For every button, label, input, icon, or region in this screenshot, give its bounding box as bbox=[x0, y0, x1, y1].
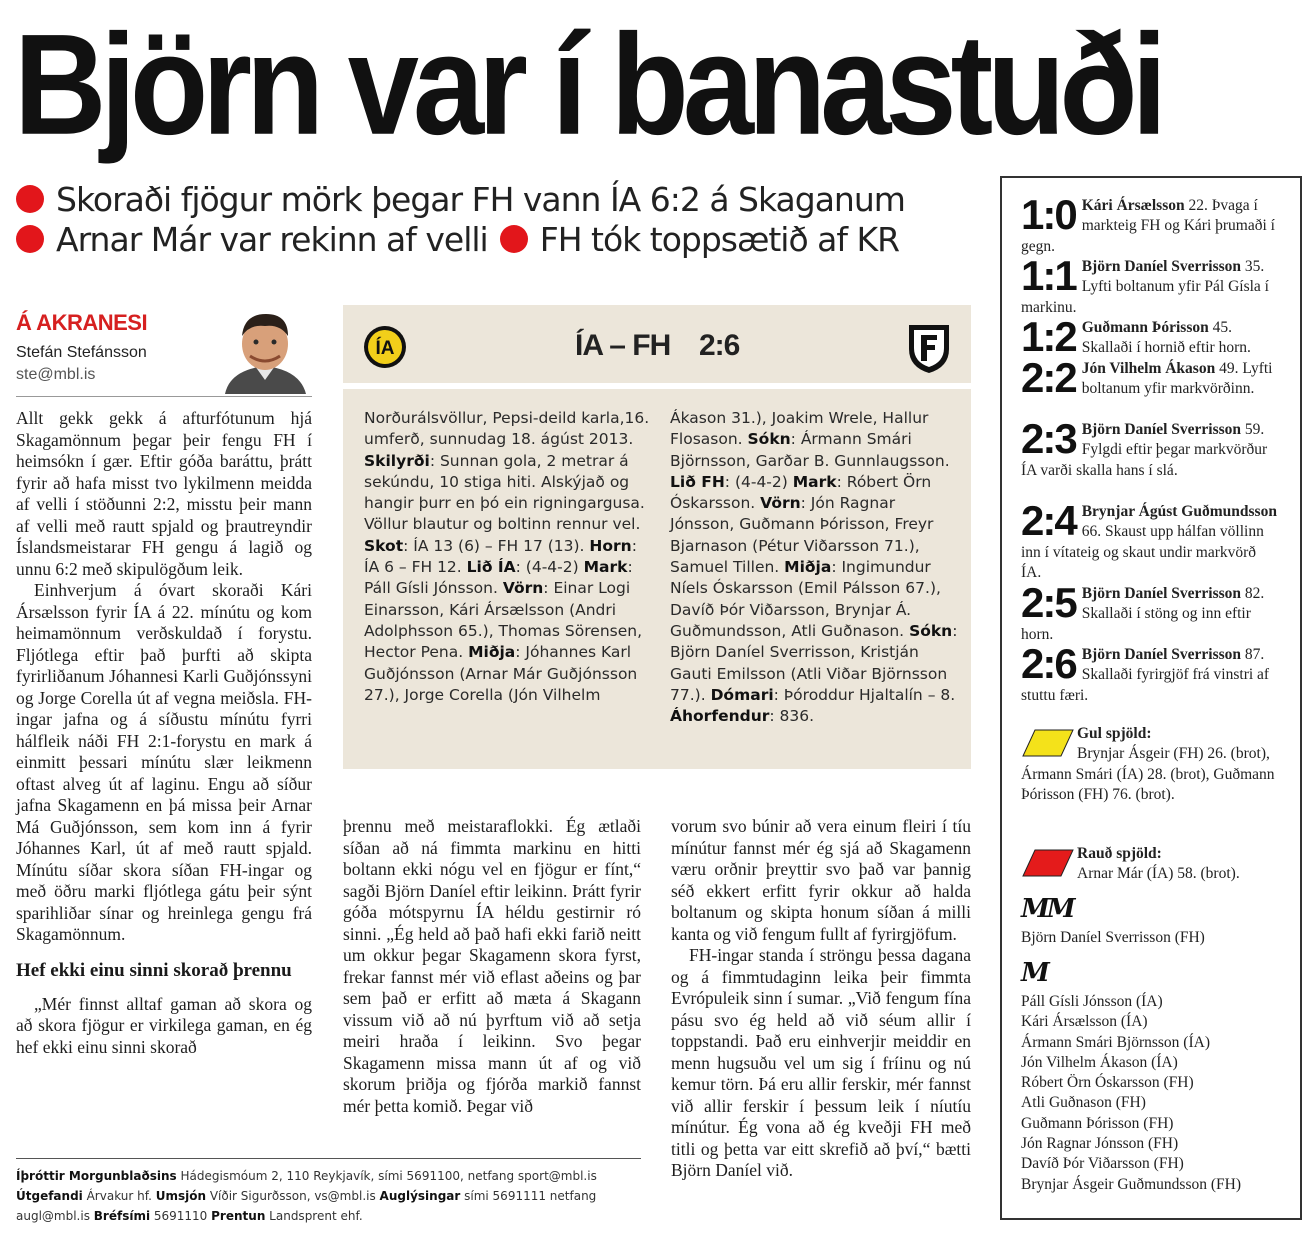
footer-label: Umsjón bbox=[155, 1189, 207, 1203]
goal-scorer: Björn Daníel Sverrisson bbox=[1081, 421, 1242, 438]
fact-key: Sókn bbox=[909, 621, 953, 640]
match-teams: ÍA – FH bbox=[575, 329, 671, 362]
article-subhead: Hef ekki einu sinni skorað þrennu bbox=[16, 959, 292, 981]
article-column-3 bbox=[671, 816, 971, 1182]
footer-imprint bbox=[16, 1166, 641, 1226]
footer-line bbox=[16, 1206, 641, 1226]
rating-m-player: Atli Guðnason (FH) bbox=[1021, 1094, 1146, 1112]
goal-scorer: Kári Ársælsson bbox=[1081, 197, 1185, 214]
fact-text: : Einar Logi Einarsson, Kári Ársælsson (Andri Adolphsson 65.), Thomas Sörensen, Hector Pena. bbox=[364, 579, 643, 662]
fact-text: : Jón Ragnar Jónsson, Guðmann Þórisson, Freyr Bjarnason (Pétur Viðarsson 71.), Samuel Tillen. bbox=[670, 494, 934, 577]
match-header bbox=[343, 305, 971, 389]
rating-mm-player: Björn Daníel Sverrisson (FH) bbox=[1021, 929, 1205, 946]
fact-key: Skilyrði bbox=[364, 451, 430, 470]
fact-key: Dómari bbox=[710, 685, 774, 704]
article-paragraph: vorum svo búnir að vera einum fleiri í tíu mínútur fannst mér ég sjá að Skagamenn væru orðnir þreyttir svo það var þannig séð ekkert erfitt fyrir okkur að halda boltanum og skipta honum síðan á milli kanta og við fengum fullt af fyrirgjöfum. bbox=[671, 816, 971, 944]
fact-text: : Þóroddur Hjaltalín – 8. bbox=[773, 685, 956, 704]
fact-text: : Jóhannes Karl Guðjónsson (Arnar Már Guðjónsson 27.), Jorge Corella (Jón Vilhelm bbox=[364, 643, 638, 704]
article-paragraph: „Mér finnst alltaf gaman að skora og að skora fjögur er virkilega gaman, en ég hef ekki einu sinni skorað bbox=[16, 993, 312, 1057]
rating-m-label: M bbox=[1021, 958, 1050, 988]
location-kicker: Á AKRANESI bbox=[16, 310, 148, 335]
fact-key: Áhorfendur bbox=[670, 707, 770, 726]
subhead-text: FH tók toppsætið af KR bbox=[539, 220, 900, 259]
subhead-text: Arnar Már var rekinn af velli bbox=[56, 220, 488, 259]
yellow-cards-text: Brynjar Ásgeir (FH) 26. (brot), Ármann Smári (ÍA) 28. (brot), Guðmann Þórisson (FH) 76. (brot). bbox=[1021, 745, 1275, 803]
fact-key: Miðja bbox=[468, 643, 516, 662]
fh-crest-icon bbox=[907, 323, 951, 375]
goal-item bbox=[1021, 257, 1279, 317]
goal-desc: 49. Lyfti boltanum yfir markvörðinn. bbox=[1081, 360, 1273, 398]
goal-score: 1:1 bbox=[1021, 257, 1076, 299]
red-cards-text: Arnar Már (ÍA) 58. (brot). bbox=[1077, 865, 1240, 883]
goal-desc: 87. Skallaði fyrirgjöf frá vinstri af stuttu færi. bbox=[1021, 646, 1270, 704]
article-paragraph: Allt gekk gekk á afturfótunum hjá Skagamönnum þegar þeir fengu FH í heimsókn í gær. Eftir góða baráttu, þrátt fyrir að hafa misst tvo lykilmenn meidda af velli í stöðunni 2:2, misstu þeir mann af velli með rautt spjald og þrautreyndir Íslandsmeistarar FH gengu á lagið og unnu 6:2 með skipulögðum leik. bbox=[16, 408, 312, 579]
footer-label: Auglýsingar bbox=[379, 1189, 461, 1203]
fact-text: Ákason 31.), Joakim Wrele, Hallur Flosason. bbox=[670, 409, 929, 449]
goal-scorer: Brynjar Ágúst Guðmundsson bbox=[1081, 503, 1277, 520]
footer-text: sími 5691111 netfang bbox=[460, 1189, 597, 1203]
fact-key: Lið ÍA bbox=[466, 558, 516, 577]
goal-scorer: Jón Vilhelm Ákason bbox=[1081, 360, 1216, 377]
rating-m-player: Brynjar Ásgeir Guðmundsson (FH) bbox=[1021, 1175, 1241, 1193]
goal-desc: 59. Fylgdi eftir þegar markvörður ÍA varði skalla hans í slá. bbox=[1021, 421, 1268, 479]
fact-text: : Páll Gísli Jónsson. bbox=[364, 558, 633, 598]
fact-text: : Róbert Örn Óskarsson. bbox=[670, 472, 932, 513]
footer-label: Prentun bbox=[211, 1209, 266, 1223]
footer-label: Bréfsími bbox=[93, 1209, 151, 1223]
goal-scorer: Björn Daníel Sverrisson bbox=[1081, 646, 1242, 663]
fact-key: Mark bbox=[792, 472, 837, 491]
goal-item bbox=[1021, 359, 1279, 419]
goal-item bbox=[1021, 196, 1279, 256]
goal-score: 2:4 bbox=[1021, 502, 1076, 544]
ia-crest-icon bbox=[363, 325, 407, 369]
goal-score: 2:6 bbox=[1021, 645, 1076, 687]
goal-desc: 22. Þvaga í markteig FH og Kári þrumaði í gegn. bbox=[1021, 197, 1275, 255]
goal-desc: 66. Skaust upp hálfan völlinn inn í vítateig og skaut undir markvörð ÍA. bbox=[1021, 523, 1264, 581]
goal-scorer: Björn Daníel Sverrisson bbox=[1081, 585, 1242, 602]
footer-rule bbox=[16, 1158, 641, 1159]
footer-text: Landsprent ehf. bbox=[265, 1209, 363, 1223]
footer-label: Útgefandi bbox=[16, 1189, 83, 1203]
fact-text: : 836. bbox=[769, 707, 815, 726]
article-paragraph: þrennu með meistaraflokki. Ég ætlaði síðan að ná fimmta markinu en hitti boltann ekki nógu vel en fjögur er fínt,“ sagði Björn Daníel eftir leikinn. Þrátt fyrir góða mótspyrnu ÍA héldu gestirnir ró sinni. „Ég held að það hafi ekki farið neitt um okkur þegar Skagamenn skora fyrst, frekar fannst mér við eflast aðeins og þar sem það er erfitt að mæta á Skagann vissum við að nú þyrftum við að setja meiri hraða í leikinn. Svo þegar Skagamenn missa mann út af og við skorum þriðja og fjórða markið fannst mér þetta komið. Þegar við bbox=[343, 816, 641, 1116]
red-cards bbox=[1021, 844, 1279, 885]
yellow-cards-label: Gul spjöld: bbox=[1077, 725, 1152, 742]
match-sidebar bbox=[1000, 176, 1302, 1220]
match-facts-right bbox=[670, 408, 958, 727]
goal-item bbox=[1021, 420, 1279, 501]
fact-text: : Ingimundur Níels Óskarsson (Emil Pálsson 67.), Davíð Þór Viðarsson, Brynjar Á. Guðmundsson, Atli Guðnason. bbox=[670, 558, 941, 640]
goal-score: 2:2 bbox=[1021, 359, 1076, 401]
goal-score: 1:0 bbox=[1021, 196, 1076, 238]
subhead-text: Skoraði fjögur mörk þegar FH vann ÍA 6:2 á Skaganum bbox=[56, 180, 905, 219]
article-paragraph: FH-ingar standa í ströngu þessa dagana og á fimmtudaginn leika þeir fimmta Evrópuleik sinn í sumar. „Við fengum fína pásu svo ég held að við séum allir í toppstandi. Það eru einhverjir meiddir en menn hugsuðu vel um sig í fríinu og nú kemur törn. Þá eru allir ferskir, mér fannst við allir ferskir í þessum leik í níutíu mínútur. Ég vona að ég kveðji FH með titli og þetta var eitt skrefið að því,“ bætti Björn Daníel við. bbox=[671, 945, 971, 1180]
footer-text: Árvakur hf. bbox=[82, 1189, 156, 1203]
subhead-line-2 bbox=[16, 220, 899, 259]
fact-text: : (4-4-2) bbox=[724, 472, 793, 491]
footer-text: augl@mbl.is bbox=[16, 1209, 94, 1223]
fact-key: Skot bbox=[364, 536, 404, 555]
rating-m-player: Davíð Þór Viðarsson (FH) bbox=[1021, 1155, 1184, 1173]
rating-m-player: Jón Vilhelm Ákason (ÍA) bbox=[1021, 1053, 1178, 1071]
yellow-cards bbox=[1021, 724, 1279, 805]
fact-text: : ÍA 13 (6) – FH 17 (13). bbox=[403, 536, 585, 555]
fact-key: Vörn bbox=[502, 579, 544, 598]
goal-item bbox=[1021, 584, 1279, 644]
rating-m-player: Jón Ragnar Jónsson (FH) bbox=[1021, 1135, 1179, 1153]
fact-text: : ÍA 6 – FH 12. bbox=[364, 536, 637, 577]
rating-m-player: Kári Ársælsson (ÍA) bbox=[1021, 1013, 1148, 1031]
goal-desc: 35. Lyfti boltanum yfir Pál Gísla í markinu. bbox=[1021, 258, 1269, 316]
goal-item bbox=[1021, 318, 1279, 358]
fact-key: Miðja bbox=[784, 558, 832, 577]
goal-score: 1:2 bbox=[1021, 318, 1076, 358]
fact-text: : (4-4-2) bbox=[515, 558, 584, 577]
red-cards-title bbox=[1021, 844, 1279, 864]
author-name: Stefán Stefánsson bbox=[16, 344, 147, 361]
article-column-2 bbox=[343, 816, 641, 1117]
fact-text: Norðurálsvöllur, Pepsi-deild karla,16. umferð, sunnudag 18. ágúst 2013. bbox=[364, 409, 650, 449]
goal-item bbox=[1021, 502, 1279, 583]
fact-key: Lið FH bbox=[670, 472, 725, 491]
rating-mm-label: MM bbox=[1021, 894, 1073, 924]
byline-rule bbox=[16, 396, 312, 397]
goal-scorer: Björn Daníel Sverrisson bbox=[1081, 258, 1242, 275]
bullet-dot-icon bbox=[16, 225, 44, 253]
footer-line bbox=[16, 1166, 641, 1186]
author-portrait-icon bbox=[220, 306, 310, 394]
match-facts-left bbox=[364, 408, 651, 706]
fact-key: Sókn bbox=[747, 430, 791, 449]
rating-m-player: Guðmann Þórisson (FH) bbox=[1021, 1114, 1174, 1132]
byline bbox=[16, 300, 312, 396]
goal-list bbox=[1021, 196, 1279, 705]
rating-m-player: Páll Gísli Jónsson (ÍA) bbox=[1021, 993, 1163, 1010]
headline: Björn var í banastuði bbox=[14, 4, 1162, 166]
fact-text: : Björn Daníel Sverrisson, Kristján Gauti Emilsson (Atli Viðar Björnsson 77.). bbox=[670, 621, 958, 704]
subhead-line-1 bbox=[16, 180, 905, 219]
fact-key: Vörn bbox=[760, 494, 801, 513]
fact-key: Mark bbox=[583, 558, 628, 577]
article-paragraph: Einhverjum á óvart skoraði Kári Ársælsson fyrir ÍA á 22. mínútu og kom heimamönnum verðskuldað í forystu. Fljótlega eftir það þurfti að skipta fyrirliðanum Jóhannesi Karli Guðjónssyni og Jorge Corella út af vegna meiðsla. FH-ingar jafna og á síðustu mínútu fyrri hálfleik náði FH 2:1-forystu en mark á einmitt þessari mínútu slær leikmenn oftast alveg út af laginu. Engu að síður jafna Skagamenn en þá missa þeir Arnar Má Guðjónsson, sem kom inn á fyrir Jóhannes Karl, út af með rautt spjald. Mínútu síðar skora síðan FH-ingar og með öðru marki fljótlega gátu þeir sýnt sparihliðar sínar og hreinlega gengu frá Skagamönnum. bbox=[16, 580, 312, 944]
rating-m-player: Róbert Örn Óskarsson (FH) bbox=[1021, 1074, 1194, 1092]
svg-text:ÍA: ÍA bbox=[375, 338, 395, 359]
author-portrait bbox=[220, 306, 310, 394]
rating-m-player: Ármann Smári Björnsson (ÍA) bbox=[1021, 1033, 1210, 1051]
footer-text: Víðir Sigurðsson, vs@mbl.is bbox=[206, 1189, 380, 1203]
author-email: ste@mbl.is bbox=[16, 366, 96, 383]
bullet-dot-icon bbox=[16, 185, 44, 213]
footer-line bbox=[16, 1186, 641, 1206]
red-cards-label: Rauð spjöld: bbox=[1077, 845, 1162, 862]
footer-label: Íþróttir Morgunblaðsins bbox=[16, 1169, 177, 1183]
goal-desc: 82. Skallaði í stöng og inn eftir horn. bbox=[1021, 585, 1265, 643]
match-facts bbox=[343, 389, 971, 769]
fact-text: : Sunnan gola, 2 metrar á sekúndu, 10 stiga hiti. Alskýjað og hangir þurr en þó ein rigningargusa. Völlur blautur og boltinn rennur vel. bbox=[364, 451, 645, 534]
goal-score: 2:5 bbox=[1021, 584, 1076, 626]
footer-text: Hádegismóum 2, 110 Reykjavík, sími 5691100, netfang sport@mbl.is bbox=[176, 1169, 597, 1183]
bullet-dot-icon bbox=[500, 225, 528, 253]
match-score: 2:6 bbox=[699, 329, 740, 362]
goal-score: 2:3 bbox=[1021, 420, 1076, 462]
yellow-cards-title bbox=[1021, 724, 1279, 744]
goal-desc: 45. Skallaði í hornið eftir horn. bbox=[1081, 319, 1251, 357]
goal-scorer: Guðmann Þórisson bbox=[1081, 319, 1209, 336]
fact-key: Horn bbox=[589, 536, 632, 555]
footer-text: 5691110 bbox=[150, 1209, 212, 1223]
article-column-1 bbox=[16, 408, 312, 1058]
fact-text: : Ármann Smári Björnsson, Garðar B. Gunnlaugsson. bbox=[670, 430, 950, 470]
goal-item bbox=[1021, 645, 1279, 705]
rating-m-list bbox=[1021, 992, 1291, 1195]
